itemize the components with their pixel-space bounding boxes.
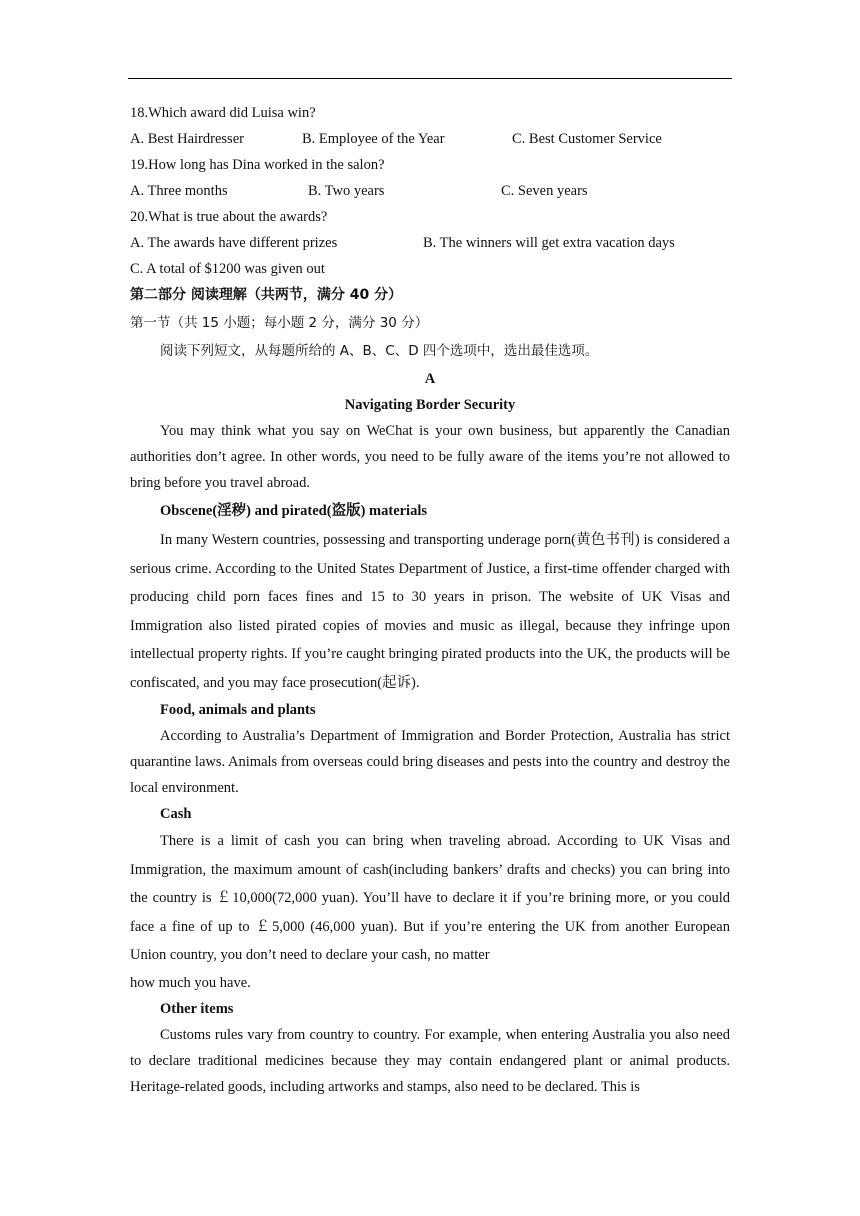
paragraph-obscene-materials: In many Western countries, possessing and transporting underage porn(黄色书刊) is considered a serious crime. According to the United States Department of Justice, a first-time offender charged with producing child porn faces fines and 15 to 30 years in prison. The website of UK Visas and Immigration also listed pirated copies of movies and music as illegal, because they infringe upon intellectual property rights. If you’re caught bringing pirated products into the UK, the products will be confiscated, and you may face prosecution(起诉). — [130, 532, 730, 691]
q18-option-c: C. Best Customer Service — [512, 131, 662, 147]
q20-option-b: B. The winners will get extra vacation days — [423, 235, 675, 251]
header-rule — [128, 78, 732, 79]
reading-instruction: 阅读下列短文，从每题所给的 A、B、C、D 四个选项中，选出最佳选项。 — [160, 343, 599, 359]
question-19: 19.How long has Dina worked in the salon? — [130, 157, 385, 173]
exam-page — [130, 100, 730, 1100]
paragraph-food-animals-plants: According to Australia’s Department of Immigration and Border Protection, Australia has strict quarantine laws. Animals from overseas could bring diseases and pests into the country and destroy the local environment. — [130, 728, 730, 796]
q18-option-a: A. Best Hairdresser — [130, 131, 244, 147]
heading-cash: Cash — [160, 806, 192, 822]
heading-food-animals-plants: Food, animals and plants — [160, 702, 316, 718]
passage-intro: You may think what you say on WeChat is your own business, but apparently the Canadian authorities don’t agree. In other words, you need to be fully aware of the items you’re not allowed to bring before you travel abroad. — [130, 423, 730, 491]
passage-title: Navigating Border Security — [344, 397, 516, 413]
paragraph-cash-tail: how much you have. — [130, 974, 251, 991]
q19-option-a: A. Three months — [130, 183, 228, 199]
q19-option-c: C. Seven years — [501, 183, 588, 199]
question-18-options — [130, 126, 730, 152]
paragraph-other-items: Customs rules vary from country to country. For example, when entering Australia you also need to declare traditional medicines because they may contain endangered plant or animal products. Heritage-related goods, including artworks and stamps, also need to be declared. This is — [130, 1026, 730, 1095]
question-18: 18.Which award did Luisa win? — [130, 105, 316, 121]
q20-option-a: A. The awards have different prizes — [130, 235, 338, 251]
section-one-heading: 第一节（共 15 小题；每小题 2 分，满分 30 分） — [130, 315, 429, 331]
heading-obscene-materials: Obscene(淫秽) and pirated(盗版) materials — [160, 503, 428, 519]
q19-option-b: B. Two years — [308, 183, 385, 199]
question-19-options — [130, 178, 730, 204]
q18-option-b: B. Employee of the Year — [302, 131, 445, 147]
question-20: 20.What is true about the awards? — [130, 209, 328, 225]
q20-option-c: C. A total of $1200 was given out — [130, 261, 325, 277]
passage-letter: A — [424, 371, 436, 387]
question-20-options — [130, 230, 730, 256]
paragraph-cash: There is a limit of cash you can bring when traveling abroad. According to UK Visas and Immigration, the maximum amount of cash(including bankers’ drafts and checks) you can bring into the country is ￡10,000(72,000 yuan). You’ll have to declare it if you’re brining more, or you could face a fine of up to ￡5,000 (46,000 yuan). But if you’re entering the UK from another European Union country, you don’t need to declare your cash, no matter — [130, 833, 730, 963]
heading-other-items: Other items — [160, 1000, 234, 1017]
part-two-title: 第二部分 阅读理解（共两节，满分 40 分） — [130, 287, 403, 303]
